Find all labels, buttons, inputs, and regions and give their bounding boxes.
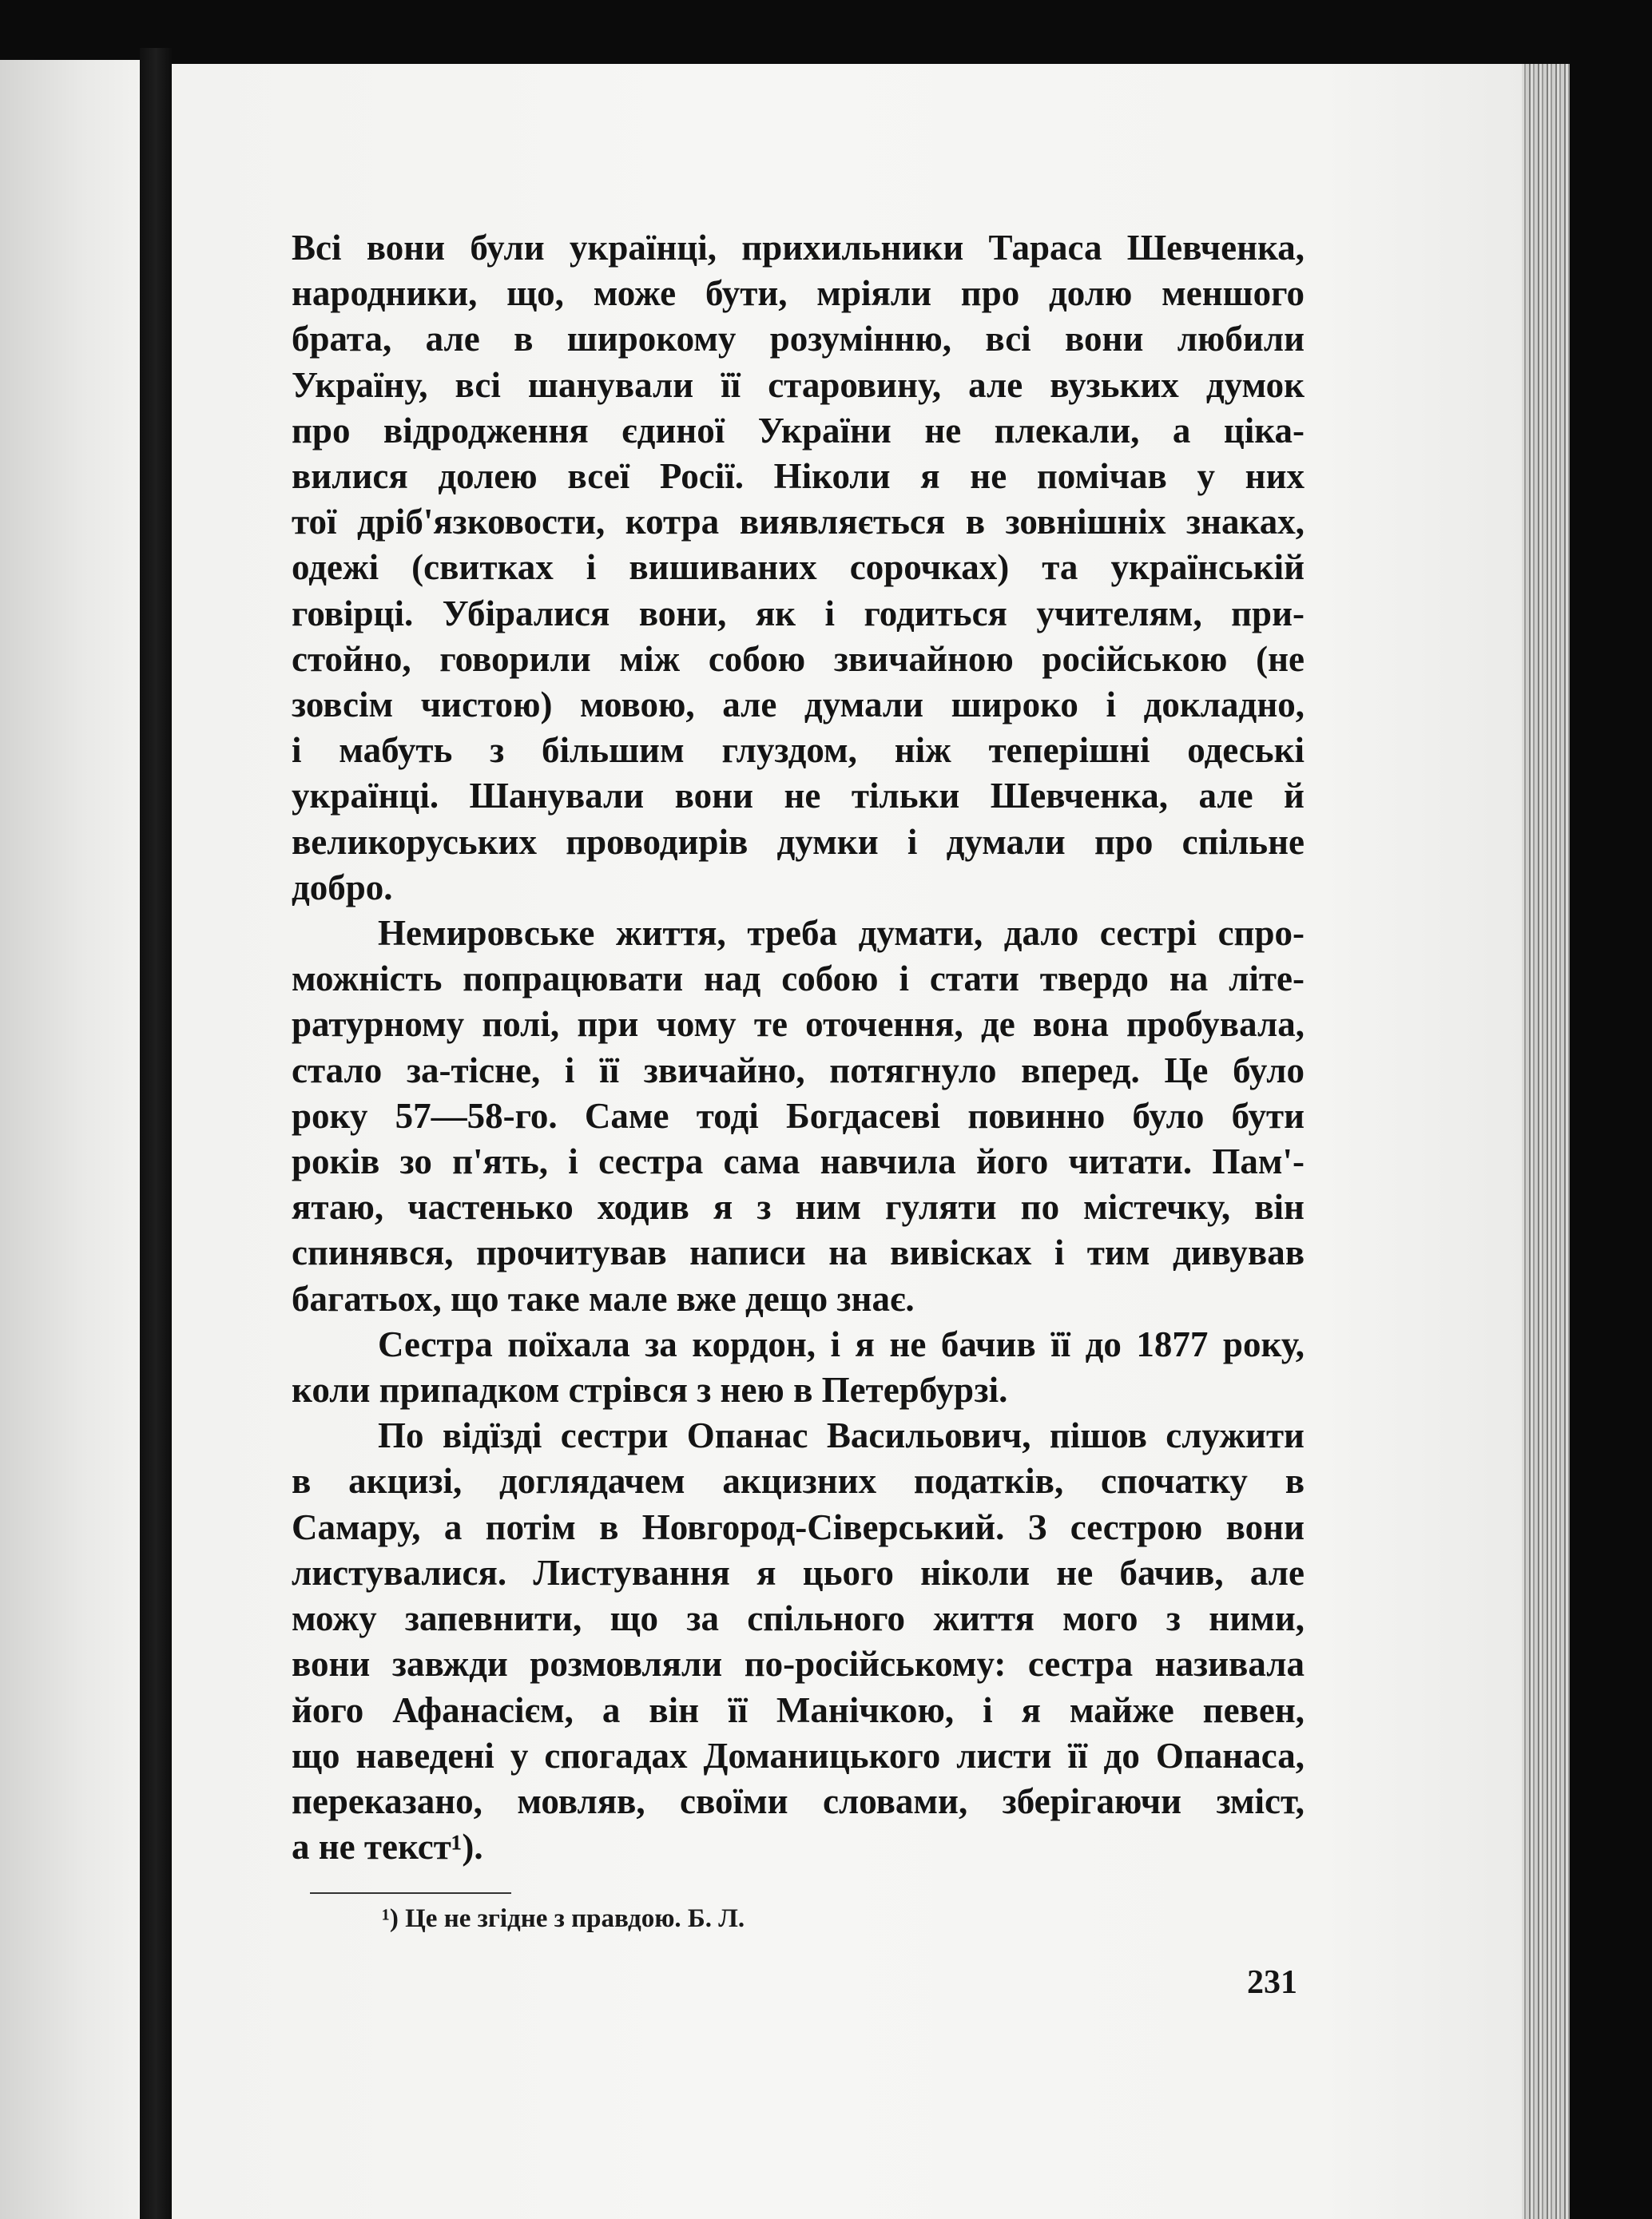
text-line: а не текст¹).: [292, 1827, 483, 1868]
text-line: можу запевнити, що за спільного життя мого з ними,: [292, 1598, 1305, 1639]
text-line: Всі вони були українці, прихильники Тараса Шевченка,: [292, 228, 1305, 268]
text-line: що наведені у спогадах Доманицького листи її до Опанаса,: [292, 1735, 1305, 1776]
text-line: можність попрацювати над собою і стати твердо на літе-: [292, 959, 1305, 999]
text-line: ятаю, частенько ходив я з ним гуляти по містечку, він: [292, 1187, 1305, 1228]
page-number: 231: [1247, 1964, 1297, 2001]
text-line: стойно, говорили між собою звичайною російською (не: [292, 638, 1305, 679]
text-line: Самару, а потім в Новгород-Сіверський. З сестрою вони: [292, 1506, 1305, 1547]
text-line: Немировське життя, треба думати, дало сестрі спро-: [378, 913, 1305, 954]
text-line: ратурному полі, при чому те оточення, де вона пробувала,: [292, 1004, 1305, 1045]
text-line: спинявся, прочитував написи на вивісках і тим дивував: [292, 1233, 1305, 1273]
text-line: добро.: [292, 867, 393, 907]
text-line: Україну, всі шанували її старовину, але вузьких думок: [292, 364, 1305, 405]
text-line: вилися долею всеї Росії. Ніколи я не помічав у них: [292, 456, 1305, 497]
text-line: стало за-тісне, і її звичайно, потягнуло вперед. Це було: [292, 1050, 1305, 1090]
book-gutter: [140, 48, 172, 2219]
text-line: брата, але в широкому розумінню, всі вони любили: [292, 319, 1305, 359]
text-line: листувалися. Листування я цього ніколи не бачив, але: [292, 1552, 1305, 1593]
text-line: року 57—58-го. Саме тоді Богдасеві повинно було бути: [292, 1095, 1305, 1136]
text-line: його Афанасієм, а він її Манічкою, і я майже певен,: [292, 1689, 1305, 1730]
text-line: багатьох, що таке мале вже дещо знає.: [292, 1278, 915, 1319]
text-line: в акцизі, доглядачем акцизних податків, спочатку в: [292, 1461, 1305, 1502]
text-line: великоруських проводирів думки і думали про спільне: [292, 821, 1305, 862]
text-line: переказано, мовляв, своїми словами, зберігаючи зміст,: [292, 1780, 1305, 1821]
left-page-edge: [0, 60, 140, 2219]
text-line: тої дріб'язковости, котра виявляється в зовнішніх знаках,: [292, 502, 1305, 542]
scan-background: [1570, 0, 1652, 2219]
text-line: вони завжди розмовляли по-російському: сестра називала: [292, 1644, 1305, 1685]
text-line: говірці. Убіралися вони, як і годиться учителям, при-: [292, 593, 1305, 633]
text-line: зовсім чистою) мовою, але думали широко і докладно,: [292, 685, 1305, 725]
text-line: По відїзді сестри Опанас Васильович, пішов служити: [378, 1415, 1305, 1456]
text-line: про відродження єдиної України не плекали, а ціка-: [292, 410, 1305, 451]
text-line: українці. Шанували вони не тільки Шевченка, але й: [292, 776, 1305, 816]
text-line: років зо п'ять, і сестра сама навчила його читати. Пам'-: [292, 1141, 1305, 1182]
text-line: народники, що, може бути, мріяли про долю меншого: [292, 273, 1305, 314]
body-text: [292, 225, 1305, 1870]
page-stack-edge: [1522, 64, 1570, 2219]
footnote: ¹) Це не згідне з правдою. Б. Л.: [382, 1904, 745, 1933]
text-line: одежі (свитках і вишиваних сорочках) та українській: [292, 547, 1305, 588]
text-line: коли припадком стрівся з нею в Петербурзі.: [292, 1370, 1008, 1411]
footnote-rule: [310, 1892, 511, 1894]
text-line: Сестра поїхала за кордон, і я не бачив її до 1877 року,: [378, 1324, 1305, 1364]
text-line: і мабуть з більшим глуздом, ніж теперішні одеські: [292, 730, 1305, 771]
